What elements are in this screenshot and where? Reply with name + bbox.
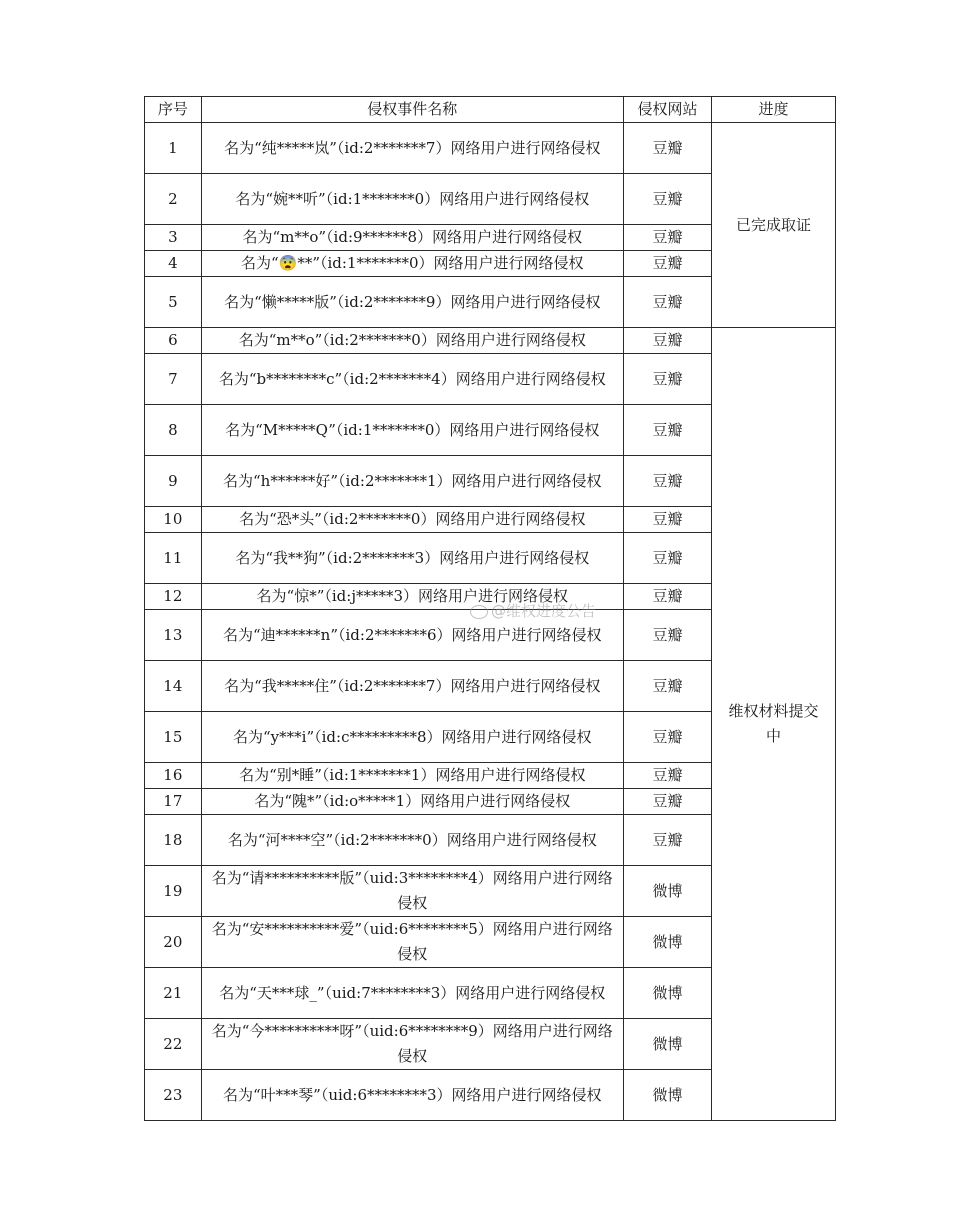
- site-name: 豆瓣: [623, 661, 711, 712]
- site-name: 豆瓣: [623, 225, 711, 251]
- row-number: 3: [145, 225, 202, 251]
- event-name: 名为“叶***琴”（uid:6********3）网络用户进行网络侵权: [201, 1070, 623, 1121]
- row-number: 16: [145, 763, 202, 789]
- row-number: 22: [145, 1019, 202, 1070]
- table-header-row: [145, 97, 836, 123]
- event-name: 名为“天***球_”（uid:7********3）网络用户进行网络侵权: [201, 968, 623, 1019]
- infringement-table: [144, 96, 836, 1121]
- event-name: 名为“迪******n”（id:2*******6）网络用户进行网络侵权: [201, 610, 623, 661]
- site-name: 微博: [623, 1019, 711, 1070]
- table-body: [145, 123, 836, 1121]
- row-number: 20: [145, 917, 202, 968]
- event-name: 名为“b********c”（id:2*******4）网络用户进行网络侵权: [201, 354, 623, 405]
- event-name: 名为“h******好”（id:2*******1）网络用户进行网络侵权: [201, 456, 623, 507]
- row-number: 19: [145, 866, 202, 917]
- site-name: 豆瓣: [623, 763, 711, 789]
- row-number: 13: [145, 610, 202, 661]
- row-number: 2: [145, 174, 202, 225]
- event-name: 名为“😨**”（id:1*******0）网络用户进行网络侵权: [201, 251, 623, 277]
- site-name: 微博: [623, 1070, 711, 1121]
- row-number: 14: [145, 661, 202, 712]
- progress-label: 已完成取证: [736, 215, 812, 234]
- site-name: 豆瓣: [623, 789, 711, 815]
- row-number: 21: [145, 968, 202, 1019]
- site-name: 豆瓣: [623, 277, 711, 328]
- header-no: 序号: [145, 97, 202, 123]
- event-name: 名为“M*****Q”（id:1*******0）网络用户进行网络侵权: [201, 405, 623, 456]
- site-name: 豆瓣: [623, 507, 711, 533]
- row-number: 23: [145, 1070, 202, 1121]
- header-progress: 进度: [712, 97, 836, 123]
- site-name: 豆瓣: [623, 610, 711, 661]
- row-number: 4: [145, 251, 202, 277]
- row-number: 17: [145, 789, 202, 815]
- site-name: 微博: [623, 917, 711, 968]
- event-name: 名为“m**o”（id:2*******0）网络用户进行网络侵权: [201, 328, 623, 354]
- row-number: 11: [145, 533, 202, 584]
- site-name: 豆瓣: [623, 712, 711, 763]
- row-number: 7: [145, 354, 202, 405]
- event-name: 名为“惊*”（id:j*****3）网络用户进行网络侵权: [201, 584, 623, 610]
- event-name: 名为“我*****住”（id:2*******7）网络用户进行网络侵权: [201, 661, 623, 712]
- site-name: 豆瓣: [623, 328, 711, 354]
- event-name: 名为“今**********呀”（uid:6********9）网络用户进行网络侵权: [201, 1019, 623, 1070]
- site-name: 微博: [623, 866, 711, 917]
- row-number: 1: [145, 123, 202, 174]
- site-name: 豆瓣: [623, 584, 711, 610]
- site-name: 豆瓣: [623, 533, 711, 584]
- event-name: 名为“恐*头”（id:2*******0）网络用户进行网络侵权: [201, 507, 623, 533]
- event-name: 名为“懒*****版”（id:2*******9）网络用户进行网络侵权: [201, 277, 623, 328]
- row-number: 10: [145, 507, 202, 533]
- row-number: 18: [145, 815, 202, 866]
- site-name: 豆瓣: [623, 123, 711, 174]
- event-name: 名为“请**********版”（uid:3********4）网络用户进行网络侵权: [201, 866, 623, 917]
- event-name: 名为“y***i”（id:c*********8）网络用户进行网络侵权: [201, 712, 623, 763]
- site-name: 豆瓣: [623, 354, 711, 405]
- table-row: [145, 123, 836, 174]
- event-name: 名为“别*睡”（id:1*******1）网络用户进行网络侵权: [201, 763, 623, 789]
- site-name: 豆瓣: [623, 815, 711, 866]
- row-number: 8: [145, 405, 202, 456]
- site-name: 豆瓣: [623, 405, 711, 456]
- event-name: 名为“隗*”（id:o*****1）网络用户进行网络侵权: [201, 789, 623, 815]
- row-number: 12: [145, 584, 202, 610]
- progress-label: 维权材料提交中: [728, 702, 819, 745]
- header-site: 侵权网站: [623, 97, 711, 123]
- site-name: 豆瓣: [623, 174, 711, 225]
- progress-status: [712, 123, 836, 328]
- event-name: 名为“婉**听”（id:1*******0）网络用户进行网络侵权: [201, 174, 623, 225]
- site-name: 微博: [623, 968, 711, 1019]
- table-row: [145, 328, 836, 354]
- event-name: 名为“m**o”（id:9******8）网络用户进行网络侵权: [201, 225, 623, 251]
- row-number: 15: [145, 712, 202, 763]
- watermark-text: @维权进度公告: [491, 602, 597, 620]
- event-name: 名为“安**********爱”（uid:6********5）网络用户进行网络侵权: [201, 917, 623, 968]
- row-number: 5: [145, 277, 202, 328]
- site-name: 豆瓣: [623, 251, 711, 277]
- row-number: 6: [145, 328, 202, 354]
- event-name: 名为“我**狗”（id:2*******3）网络用户进行网络侵权: [201, 533, 623, 584]
- row-number: 9: [145, 456, 202, 507]
- event-name: 名为“纯*****岚”（id:2*******7）网络用户进行网络侵权: [201, 123, 623, 174]
- header-name: 侵权事件名称: [201, 97, 623, 123]
- event-name: 名为“河****空”（id:2*******0）网络用户进行网络侵权: [201, 815, 623, 866]
- progress-status: [712, 328, 836, 1121]
- site-name: 豆瓣: [623, 456, 711, 507]
